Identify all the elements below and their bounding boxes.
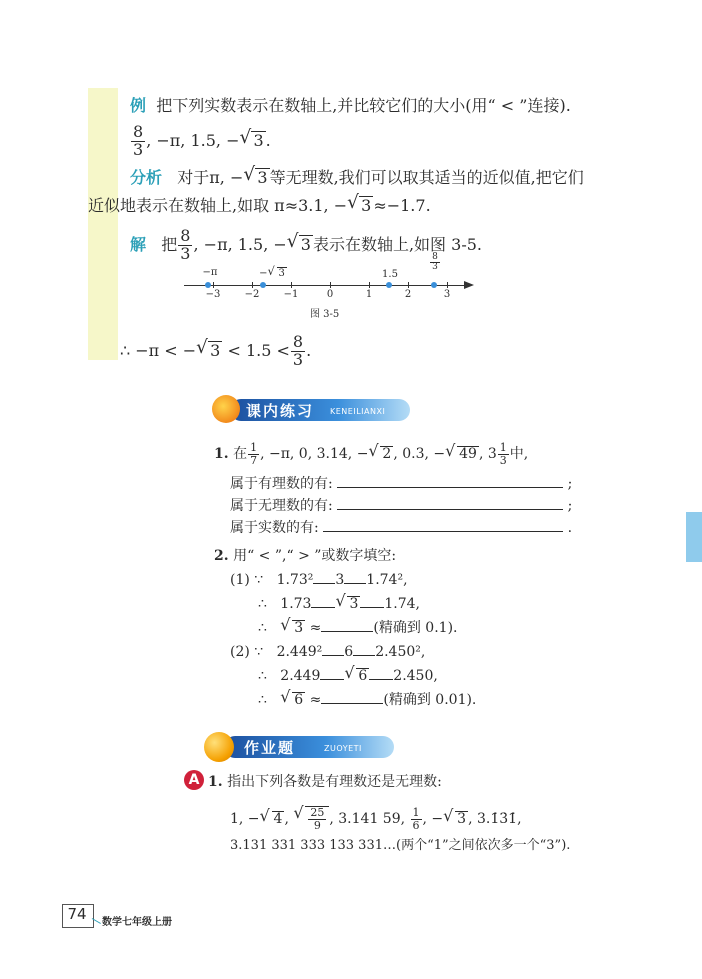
sqrt-6: √ 6 xyxy=(281,690,305,710)
homework-section-header xyxy=(204,730,404,764)
figure-caption: 图 3-5 xyxy=(310,309,340,320)
blank[interactable] xyxy=(360,595,384,608)
tick-label: 0 xyxy=(326,289,334,300)
example-tag: 例 xyxy=(130,96,147,115)
homework-numbers: 1, −√ 4 , √ $\frac{25}{9}$ , 3.141 59, $\frac{1}{6}$ , −√ 3 , 3.1̇3̇1̇, xyxy=(230,806,522,831)
sqrt-3: √ 3 xyxy=(348,196,373,216)
axis-tick xyxy=(213,282,214,288)
sqrt-3: √ 3 xyxy=(240,131,265,151)
fraction-1-3: $\frac{1}{3}$ xyxy=(499,441,507,467)
rational-answer-row: 属于有理数的有: ; xyxy=(230,476,573,492)
homework-q1: A 1. 指出下列各数是有理数还是无理数: xyxy=(184,772,442,792)
practice-section-header xyxy=(212,395,412,425)
sqrt-4: √ 4 xyxy=(261,809,285,829)
blank[interactable] xyxy=(321,691,383,704)
data-point xyxy=(431,282,437,288)
axis-tick xyxy=(369,282,370,288)
blank[interactable] xyxy=(322,643,344,656)
fraction-8-3: $\frac{8}{3}$ xyxy=(133,122,144,159)
chapter-side-tab xyxy=(686,512,702,562)
fraction-1-7: $\frac{1}{7}$ xyxy=(250,441,258,467)
blank[interactable] xyxy=(320,667,344,680)
tick-label: −2 xyxy=(244,289,260,300)
homework-subtitle: ZUOYETI xyxy=(324,744,362,753)
axis-tick xyxy=(252,282,253,288)
example-line1 xyxy=(130,96,571,116)
example-highlight xyxy=(88,88,118,360)
blank[interactable] xyxy=(321,619,373,632)
sqrt-2: √ 2 xyxy=(369,444,393,464)
tick-label: −3 xyxy=(205,289,221,300)
sqrt-3: √ 3 xyxy=(444,809,468,829)
blank[interactable] xyxy=(311,595,335,608)
blank[interactable] xyxy=(344,571,366,584)
sqrt-25-over-9: √ $\frac{25}{9}$ xyxy=(294,806,329,831)
axis-tick xyxy=(408,282,409,288)
example-numbers: $\frac{8}{3}$ , −π, 1.5, −√ 3 . xyxy=(130,124,271,159)
data-point xyxy=(260,282,266,288)
example-prompt: 把下列实数表示在数轴上,并比较它们的大小(用“ < ”连接). xyxy=(156,96,571,115)
point-label-1-5: 1.5 xyxy=(382,269,398,280)
irrational-answer-row: 属于无理数的有: ; xyxy=(230,498,573,514)
axis-tick xyxy=(447,282,448,288)
q2-part2-line3: ∴ √ 6 ≈ (精确到 0.01). xyxy=(258,690,476,710)
q2-part2-line2: ∴ 2.449√ 6 2.450, xyxy=(258,666,438,686)
book-title: 数学七年级上册 xyxy=(102,917,172,928)
orange-fruit-icon xyxy=(204,732,234,762)
sqrt-49: √ 49 xyxy=(446,444,479,464)
practice-q1: 1. 在 $\frac{1}{7}$ , −π, 0, 3.14, −√ 2 , 0.3, −√ 49 , 3 $\frac{1}{3}$ 中, xyxy=(214,442,528,466)
sqrt-6: √ 6 xyxy=(345,666,369,686)
practice-title: 课内练习 xyxy=(246,402,315,420)
data-point xyxy=(205,282,211,288)
point-label-neg-sqrt3: −√ 3 xyxy=(258,267,288,279)
rational-answer-blank[interactable] xyxy=(337,475,563,488)
axis-tick xyxy=(291,282,292,288)
sqrt-3: √ 3 xyxy=(197,341,222,361)
tick-label: −1 xyxy=(283,289,299,300)
analysis-line1: 分析 对于π, −√ 3 等无理数,我们可以取其适当的近似值,把它们 xyxy=(130,168,584,188)
q2-part1-line1: (1) ∵ 1.73² 3 1.74², xyxy=(230,572,408,588)
practice-q2: 2. 用“ < ”,“ > ”或数字填空: xyxy=(214,548,397,564)
blank[interactable] xyxy=(353,643,375,656)
q2-part1-line3: ∴ √ 3 ≈ (精确到 0.1). xyxy=(258,618,457,638)
fraction-1-6: $\frac{1}{6}$ xyxy=(412,806,420,832)
tick-label: 3 xyxy=(443,289,451,300)
sqrt-3: √ 3 xyxy=(244,168,269,188)
blank[interactable] xyxy=(369,667,393,680)
homework-title: 作业题 xyxy=(244,739,296,757)
solution-tag: 解 xyxy=(130,234,147,254)
real-answer-blank[interactable] xyxy=(323,519,563,532)
point-label-neg-pi: −π xyxy=(202,267,218,278)
axis-arrow-icon xyxy=(464,281,474,289)
q2-part1-line2: ∴ 1.73√ 3 1.74, xyxy=(258,594,420,614)
data-point xyxy=(386,282,392,288)
axis-line xyxy=(184,285,468,286)
level-a-badge: A xyxy=(184,770,204,790)
sqrt-3: √ 3 xyxy=(288,235,313,255)
number-line-figure xyxy=(180,252,480,325)
axis-tick xyxy=(330,282,331,288)
sqrt-3: √ 3 xyxy=(336,594,360,614)
irrational-answer-blank[interactable] xyxy=(337,497,563,510)
point-label-8-3: $\frac{8}{3}$ xyxy=(432,252,438,273)
analysis-line2: 近似地表示在数轴上,如取 π≈3.1, −√ 3 ≈−1.7. xyxy=(88,196,431,216)
solution-line: 解 把 $\frac{8}{3}$ , −π, 1.5, −√ 3 表示在数轴上,如图 3-5. xyxy=(130,228,482,263)
analysis-tag: 分析 xyxy=(130,168,163,187)
homework-line3: 3.131 331 333 133 331…(两个“1”之间依次多一个“3”). xyxy=(230,838,571,853)
fraction-8-3: $\frac{8}{3}$ xyxy=(292,332,304,369)
blank[interactable] xyxy=(313,571,335,584)
conclusion-line: ∴ −π < −√ 3 < 1.5 < $\frac{8}{3}$ . xyxy=(120,334,311,369)
sqrt-3: √ 3 xyxy=(281,618,305,638)
real-answer-row: 属于实数的有: . xyxy=(230,520,573,536)
tick-label: 2 xyxy=(404,289,412,300)
fraction-8-3: $\frac{8}{3}$ xyxy=(180,226,191,263)
practice-subtitle: KENEILIANXI xyxy=(330,407,386,416)
sun-icon xyxy=(212,395,240,423)
q2-part2-line1: (2) ∵ 2.449² 6 2.450², xyxy=(230,644,426,660)
page-number: 74 xyxy=(67,905,87,923)
tick-label: 1 xyxy=(365,289,373,300)
